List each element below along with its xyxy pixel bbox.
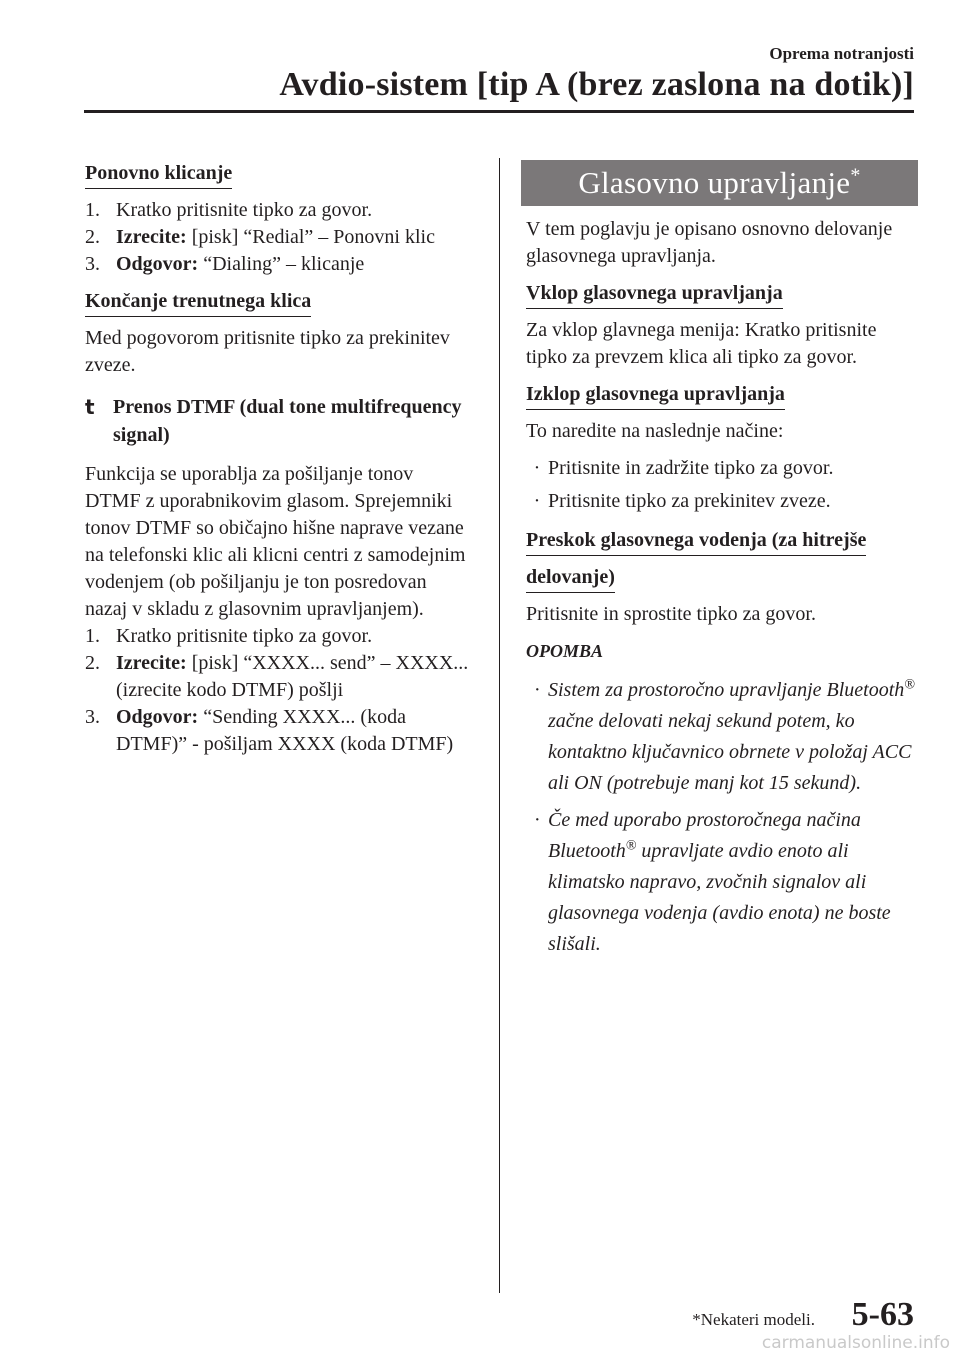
intro-text: V tem poglavju je opisano osnovno delovanje glasovnega upravljanja. [526,218,893,267]
footnote-asterisk: * [850,164,861,187]
dtmf-steps [85,623,470,758]
redial-heading: Ponovno klicanje [85,160,232,189]
end-call-heading: Končanje trenutnega klica [85,288,311,317]
step: 2. Izrecite: [pisk] “Redial” – Ponovni klic [85,226,435,248]
end-call-text: Med pogovorom pritisnite tipko za prekinitev zveze. [85,327,450,376]
right-column [526,160,918,966]
step: 1. Kratko pritisnite tipko za govor. [85,199,373,221]
voice-off-text: To naredite na naslednje načine: [526,420,784,442]
dtmf-text: Funkcija se uporablja za pošiljanje tonov DTMF z uporabnikovim glasom. Sprejemniki tonov DTMF so običajno hišne naprave vezane na telefonski klic ali klicni centri z samodejnim vodenjem (ob pošiljanju je ton posredovan nazaj v skladu z glasovnim upravljanjem). [85,463,466,620]
dtmf-heading: Prenos DTMF (dual tone multifrequency signal) [113,396,462,446]
page-number: 5-63 [851,1296,914,1333]
skip-guidance-heading-line1: Preskok glasovnega vodenja (za hitrejše [526,527,866,556]
watermark: carmanualsonline.info [761,1333,950,1353]
column-divider [499,158,500,1293]
list-item: · Pritisnite tipko za prekinitev zveze. [533,490,831,512]
list-item: · Pritisnite in zadržite tipko za govor. [533,457,834,479]
voice-off-heading: Izklop glasovnega upravljanja [526,381,785,410]
header-section-label: Oprema notranjosti [769,44,914,63]
section-marker-icon: t [85,395,95,419]
redial-steps [85,197,470,278]
voice-on-heading: Vklop glasovnega upravljanja [526,280,783,309]
step: 1. Kratko pritisnite tipko za govor. [85,625,373,647]
note-item: · Sistem za prostoročno upravljanje Bluetooth® začne delovati nekaj sekund potem, ko kontaktno ključavnico obrnete v položaj ACC ali ON (potrebuje manj kot 15 sekund). [534,677,915,794]
page-title: Avdio-sistem [tip A (brez zaslona na dotik)] [279,66,914,103]
note-item: · Če med uporabo prostoročnega načina Bluetooth® upravljate avdio enoto ali klimatsko napravo, zvočnih signalov ali glasovnega vodenja (avdio enota) ne boste slišali. [534,809,891,955]
section-banner: Glasovno upravljanje* [521,160,918,206]
skip-guidance-text: Pritisnite in sprostite tipko za govor. [526,603,816,625]
step: 3. Odgovor: “Dialing” – klicanje [85,253,365,275]
voice-on-text: Za vklop glavnega menija: Kratko pritisnite tipko za prevzem klica ali tipko za govor. [526,319,877,368]
header-rule [84,110,914,113]
dtmf-section-heading [85,393,470,449]
footnote: *Nekateri modeli. [692,1310,815,1329]
note-label: OPOMBA [526,641,604,661]
skip-guidance-heading-line2: delovanje) [526,564,615,593]
step: 3. Odgovor: “Sending XXXX... (koda DTMF)” - pošiljam XXXX (koda DTMF) [85,706,454,755]
left-column [85,160,470,758]
step: 2. Izrecite: [pisk] “XXXX... send” – XXXX... (izrecite kodo DTMF) pošlji [85,652,469,701]
